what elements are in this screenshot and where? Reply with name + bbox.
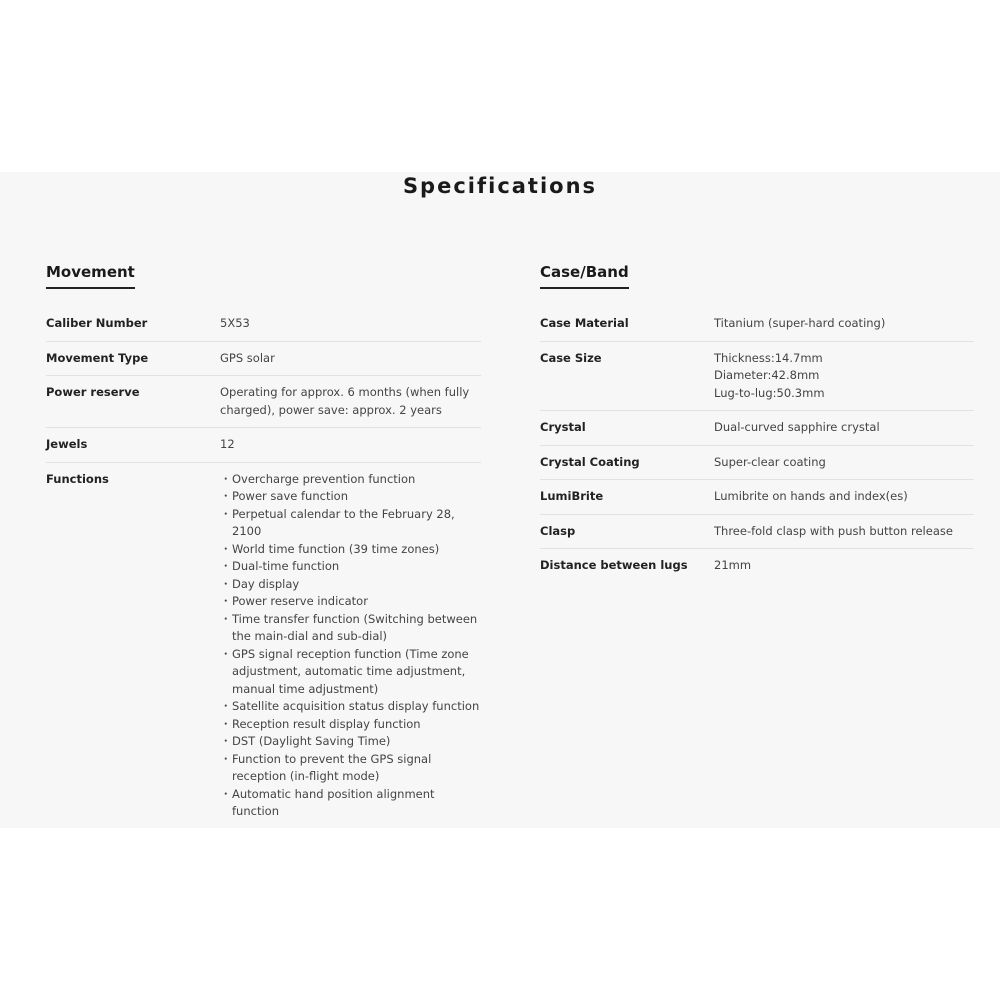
function-item <box>220 506 481 541</box>
function-text: GPS signal reception function (Time zone adjustment, automatic time adjustment, manual time adjustment) <box>232 646 469 696</box>
spec-value <box>714 350 974 403</box>
bullet-mark: ・ <box>220 646 232 661</box>
function-text: Reception result display function <box>232 716 421 731</box>
spec-value: 5X53 <box>220 316 250 330</box>
function-text: Dual-time function <box>232 559 340 573</box>
spec-label: Jewels <box>46 437 88 451</box>
movement-spec-table <box>46 307 481 829</box>
bullet-mark: ・ <box>220 716 232 731</box>
bullet-mark: ・ <box>220 471 232 486</box>
function-item <box>220 558 481 576</box>
spec-value: Operating for approx. 6 months (when fully charged), power save: approx. 2 years <box>220 385 470 417</box>
spec-label: Movement Type <box>46 350 149 365</box>
spec-row-power-reserve <box>46 376 481 428</box>
function-item <box>220 611 481 646</box>
function-text: Automatic hand position alignment function <box>232 786 435 818</box>
spec-row-jewels <box>46 428 481 463</box>
function-item <box>220 541 481 559</box>
spec-label: Case Size <box>540 350 602 365</box>
spec-row-crystal <box>540 411 974 446</box>
case-size-lug-to-lug: Lug-to-lug:50.3mm <box>714 385 825 400</box>
spec-value: Three-fold clasp with push button release <box>714 523 953 538</box>
function-text: World time function (39 time zones) <box>232 541 440 556</box>
spec-label: Functions <box>46 471 109 486</box>
page-title: Specifications <box>402 174 598 198</box>
bullet-mark: ・ <box>220 594 232 608</box>
bullet-mark: ・ <box>220 751 232 766</box>
spec-row-lumibrite <box>540 480 974 515</box>
case-band-heading: Case/Band <box>540 263 629 289</box>
spec-label: Crystal <box>540 420 586 434</box>
spec-row-functions <box>46 463 481 829</box>
spec-value: Super-clear coating <box>714 454 826 469</box>
function-text: Power reserve indicator <box>232 594 368 608</box>
bullet-mark: ・ <box>220 541 232 556</box>
spec-value: Lumibrite on hands and index(es) <box>714 489 908 503</box>
function-text: DST (Daylight Saving Time) <box>232 734 391 748</box>
spec-row-distance-between-lugs <box>540 549 974 583</box>
bullet-mark: ・ <box>220 506 232 521</box>
bullet-mark: ・ <box>220 786 232 801</box>
function-item <box>220 733 481 751</box>
function-text: Overcharge prevention function <box>232 471 416 486</box>
function-text: Satellite acquisition status display function <box>232 699 480 713</box>
spec-value: Dual-curved sapphire crystal <box>714 420 880 434</box>
bullet-mark: ・ <box>220 734 232 748</box>
function-item <box>220 471 481 489</box>
spec-label: Distance between lugs <box>540 558 688 572</box>
function-item <box>220 646 481 699</box>
function-item <box>220 786 481 821</box>
spec-row-crystal-coating <box>540 446 974 481</box>
specifications-panel <box>0 172 1000 828</box>
case-band-section <box>540 262 974 583</box>
function-item <box>220 488 481 506</box>
spec-value: 12 <box>220 437 235 451</box>
function-item <box>220 593 481 611</box>
bullet-mark: ・ <box>220 611 232 626</box>
spec-label: Power reserve <box>46 385 140 399</box>
movement-section <box>46 262 481 829</box>
function-text: Perpetual calendar to the February 28, 2100 <box>232 506 455 538</box>
spec-label: Case Material <box>540 316 629 330</box>
function-item <box>220 698 481 716</box>
bullet-mark: ・ <box>220 576 232 591</box>
spec-label: Clasp <box>540 523 576 538</box>
spec-value: GPS solar <box>220 350 275 365</box>
function-text: Power save function <box>232 489 348 503</box>
case-size-diameter: Diameter:42.8mm <box>714 368 820 382</box>
bullet-mark: ・ <box>220 699 232 713</box>
spec-value <box>220 471 481 821</box>
function-text: Time transfer function (Switching between the main-dial and sub-dial) <box>232 611 478 643</box>
spec-label: Crystal Coating <box>540 454 640 469</box>
spec-row-clasp <box>540 515 974 550</box>
function-item <box>220 576 481 594</box>
spec-value: 21mm <box>714 558 752 572</box>
function-text: Day display <box>232 576 300 591</box>
spec-row-case-size <box>540 342 974 412</box>
spec-label: Caliber Number <box>46 316 148 330</box>
function-item <box>220 751 481 786</box>
case-size-thickness: Thickness:14.7mm <box>714 350 823 365</box>
movement-heading: Movement <box>46 263 135 289</box>
bullet-mark: ・ <box>220 489 232 503</box>
bullet-mark: ・ <box>220 559 232 573</box>
case-band-spec-table <box>540 307 974 583</box>
functions-list <box>220 471 481 821</box>
spec-row-caliber-number <box>46 307 481 342</box>
spec-row-case-material <box>540 307 974 342</box>
spec-row-movement-type <box>46 342 481 377</box>
spec-value: Titanium (super-hard coating) <box>714 316 886 330</box>
spec-label: LumiBrite <box>540 489 604 503</box>
function-item <box>220 716 481 734</box>
function-text: Function to prevent the GPS signal reception (in-flight mode) <box>232 751 432 783</box>
